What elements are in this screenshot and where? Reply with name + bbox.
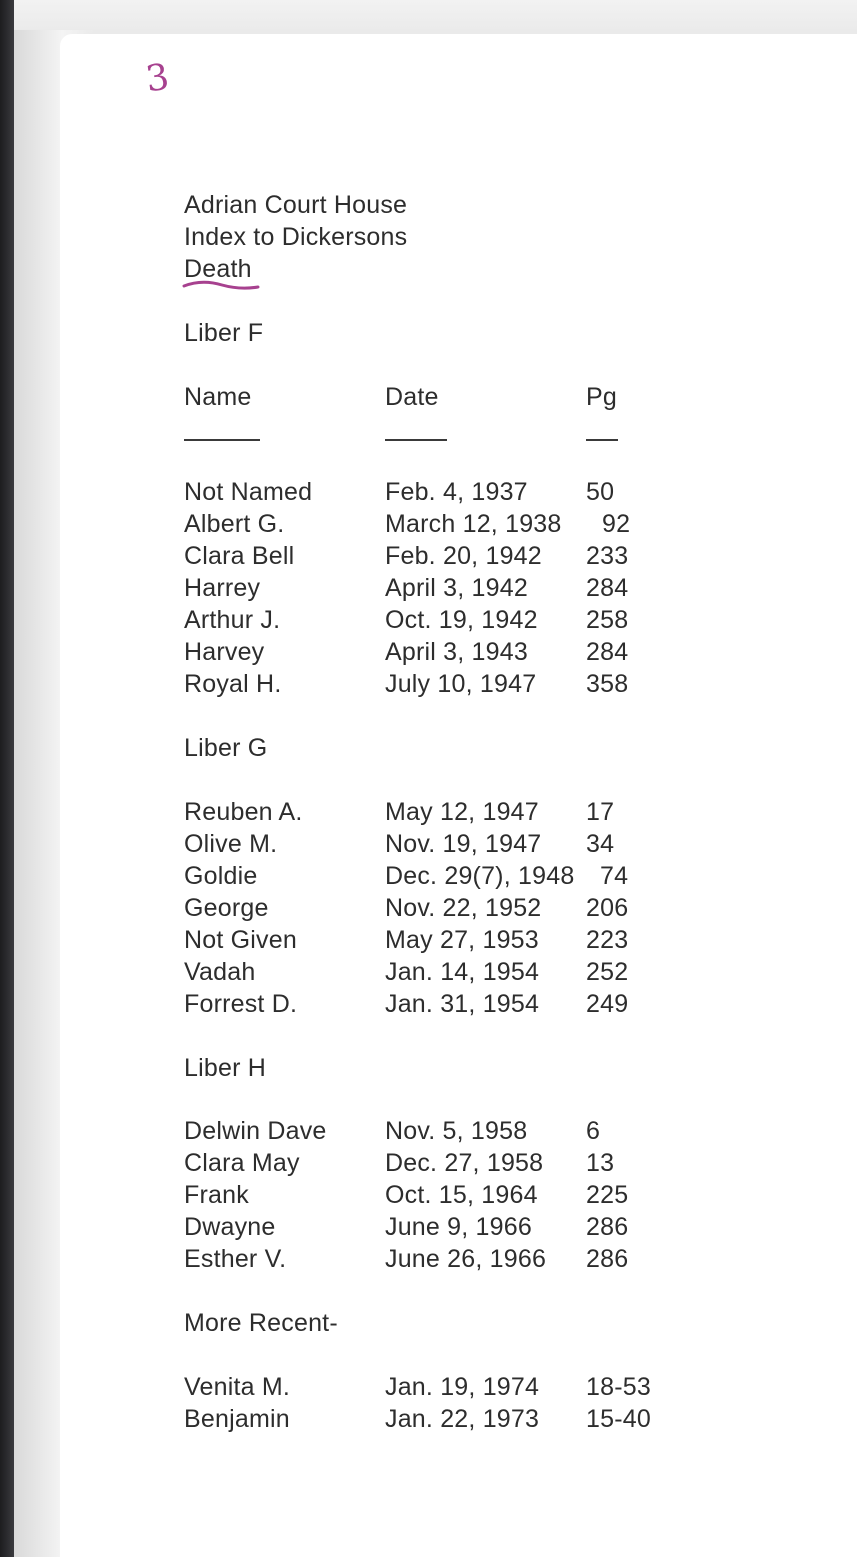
entry-page: 284 <box>586 638 629 666</box>
entry-page: 233 <box>586 542 629 570</box>
column-header-date: Date <box>385 383 439 411</box>
table-row <box>184 925 784 955</box>
entry-name: George <box>184 894 269 922</box>
entry-page: 286 <box>586 1213 629 1241</box>
section-title-liber-f: Liber F <box>184 319 264 347</box>
handwritten-underline-mark <box>182 280 262 294</box>
entry-date: Jan. 14, 1954 <box>385 958 540 986</box>
entry-page: 249 <box>586 990 629 1018</box>
entry-date: June 26, 1966 <box>385 1245 547 1273</box>
column-rule-date <box>385 439 447 441</box>
entry-name: Albert G. <box>184 510 285 538</box>
entry-page: 13 <box>586 1149 615 1177</box>
entry-date: Feb. 20, 1942 <box>385 542 542 570</box>
entry-page: 6 <box>586 1117 601 1145</box>
table-row <box>184 1244 784 1274</box>
entry-date: April 3, 1942 <box>385 574 528 602</box>
entry-name: Delwin Dave <box>184 1117 327 1145</box>
entry-date: Nov. 19, 1947 <box>385 830 542 858</box>
table-row <box>184 957 784 987</box>
column-rule-name <box>184 439 260 441</box>
header-line-2: Index to Dickersons <box>184 223 408 251</box>
entry-page: 252 <box>586 958 629 986</box>
table-row <box>184 605 784 635</box>
entry-name: Clara May <box>184 1149 300 1177</box>
entry-date: July 10, 1947 <box>385 670 537 698</box>
entry-name: Olive M. <box>184 830 278 858</box>
column-headers <box>184 382 784 412</box>
header-line-1: Adrian Court House <box>184 191 408 219</box>
table-row <box>184 1116 784 1146</box>
entry-date: April 3, 1943 <box>385 638 528 666</box>
entry-page: 284 <box>586 574 629 602</box>
entry-date: Nov. 5, 1958 <box>385 1117 528 1145</box>
table-row <box>184 861 784 891</box>
entry-name: Benjamin <box>184 1405 290 1433</box>
entry-name: Dwayne <box>184 1213 276 1241</box>
entry-page: 18-53 <box>586 1373 651 1401</box>
entry-name: Arthur J. <box>184 606 281 634</box>
table-row <box>184 541 784 571</box>
entry-page: 74 <box>600 862 629 890</box>
entry-date: May 12, 1947 <box>385 798 539 826</box>
entry-page: 286 <box>586 1245 629 1273</box>
entry-page: 15-40 <box>586 1405 651 1433</box>
entry-name: Not Given <box>184 926 297 954</box>
table-row <box>184 1212 784 1242</box>
entry-page: 206 <box>586 894 629 922</box>
entry-page: 34 <box>586 830 615 858</box>
table-row <box>184 989 784 1019</box>
entry-name: Esther V. <box>184 1245 287 1273</box>
entry-name: Harrey <box>184 574 261 602</box>
table-row <box>184 573 784 603</box>
entry-name: Vadah <box>184 958 256 986</box>
section-title-liber-g: Liber G <box>184 734 268 762</box>
entry-date: Oct. 19, 1942 <box>385 606 538 634</box>
entry-name: Clara Bell <box>184 542 295 570</box>
table-row <box>184 829 784 859</box>
table-row <box>184 893 784 923</box>
table-row <box>184 637 784 667</box>
entry-date: March 12, 1938 <box>385 510 562 538</box>
table-row <box>184 1180 784 1210</box>
entry-date: Jan. 22, 1973 <box>385 1405 540 1433</box>
table-row <box>184 1148 784 1178</box>
entry-page: 17 <box>586 798 615 826</box>
entry-date: Jan. 31, 1954 <box>385 990 540 1018</box>
table-row <box>184 477 784 507</box>
paper-sheet <box>60 34 857 1557</box>
entry-name: Reuben A. <box>184 798 303 826</box>
entry-name: Frank <box>184 1181 249 1209</box>
entry-name: Royal H. <box>184 670 282 698</box>
scanner-edge <box>0 0 14 1557</box>
table-row <box>184 669 784 699</box>
entry-page: 225 <box>586 1181 629 1209</box>
table-row <box>184 509 784 539</box>
entry-date: Nov. 22, 1952 <box>385 894 542 922</box>
entry-date: June 9, 1966 <box>385 1213 532 1241</box>
entry-date: Jan. 19, 1974 <box>385 1373 540 1401</box>
entry-page: 223 <box>586 926 629 954</box>
entry-name: Goldie <box>184 862 258 890</box>
entry-page: 358 <box>586 670 629 698</box>
table-row <box>184 1372 784 1402</box>
column-header-name: Name <box>184 383 252 411</box>
table-row <box>184 797 784 827</box>
handwritten-page-number: 3 <box>143 56 172 101</box>
entry-date: Feb. 4, 1937 <box>385 478 528 506</box>
entry-date: May 27, 1953 <box>385 926 539 954</box>
section-title-liber-h: Liber H <box>184 1054 266 1082</box>
entry-page: 92 <box>602 510 631 538</box>
header-line-3: Death <box>184 255 252 283</box>
entry-name: Venita M. <box>184 1373 291 1401</box>
entry-name: Harvey <box>184 638 265 666</box>
entry-date: Dec. 29(7), 1948 <box>385 862 575 890</box>
entry-page: 50 <box>586 478 615 506</box>
entry-date: Dec. 27, 1958 <box>385 1149 544 1177</box>
section-title-more-recent: More Recent- <box>184 1309 338 1337</box>
entry-name: Forrest D. <box>184 990 298 1018</box>
entry-name: Not Named <box>184 478 313 506</box>
entry-date: Oct. 15, 1964 <box>385 1181 538 1209</box>
column-header-pg: Pg <box>586 383 617 411</box>
entry-page: 258 <box>586 606 629 634</box>
table-row <box>184 1404 784 1434</box>
column-rule-pg <box>586 439 618 441</box>
